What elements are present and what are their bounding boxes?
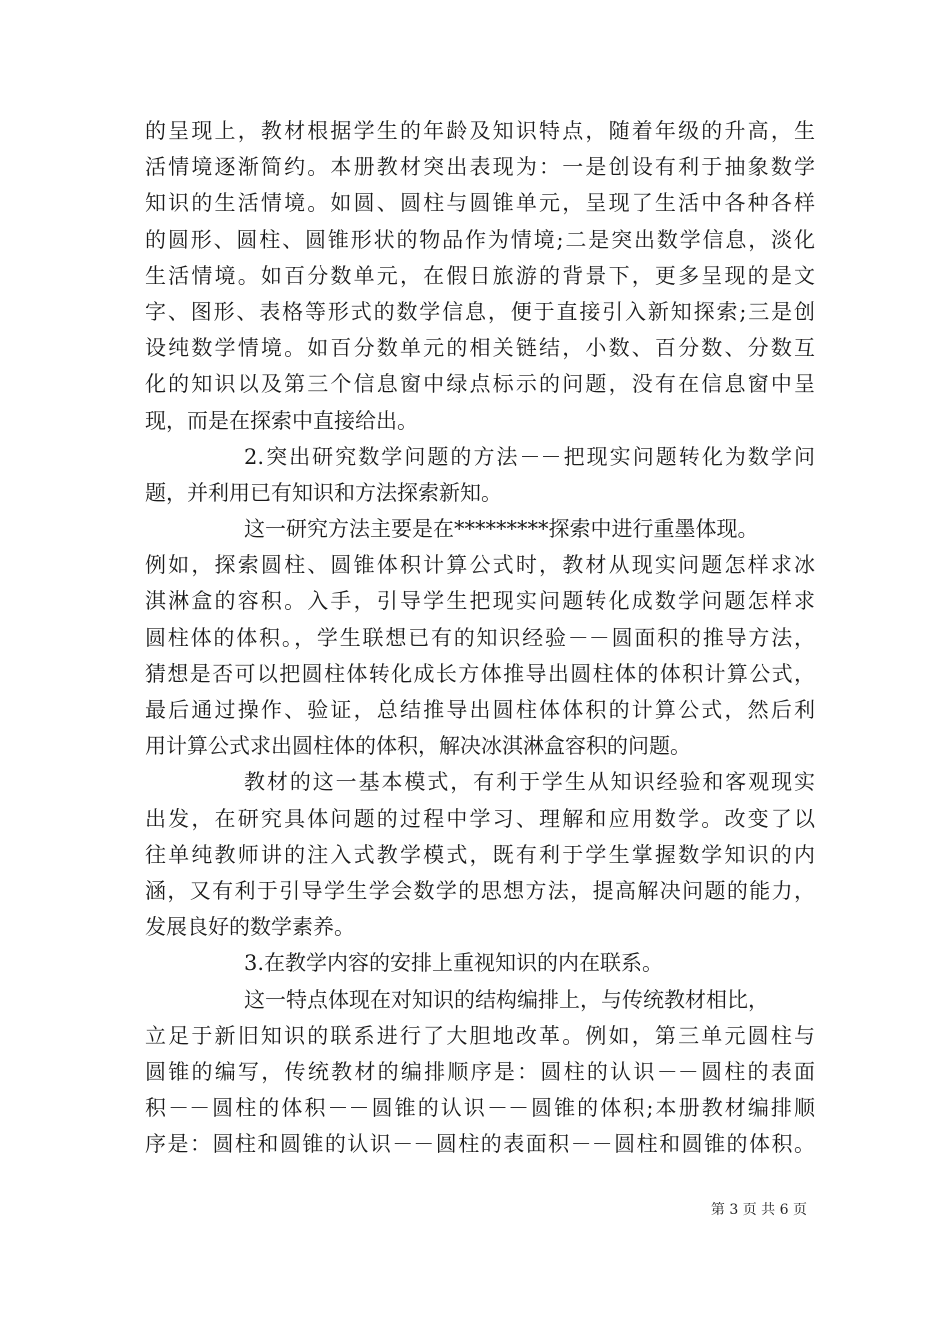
text-line: 淇淋盒的容积。入手，引导学生把现实问题转化成数学问题怎样求 bbox=[145, 589, 815, 614]
text-line: 积－－圆柱的体积－－圆锥的认识－－圆锥的体积;本册教材编排顺 bbox=[145, 1096, 815, 1121]
text-line: 发展良好的数学素养。 bbox=[145, 915, 355, 940]
section-heading-3: 3.在教学内容的安排上重视知识的内在联系。 bbox=[244, 951, 664, 976]
text-line: 出发，在研究具体问题的过程中学习、理解和应用数学。改变了以 bbox=[145, 806, 815, 831]
text-line: 生活情境。如百分数单元，在假日旅游的背景下，更多呈现的是文 bbox=[145, 263, 815, 288]
paragraph-first-line: 这一研究方法主要是在*********探索中进行重墨体现。 bbox=[244, 517, 759, 542]
text-line: 化的知识以及第三个信息窗中绿点标示的问题，没有在信息窗中呈 bbox=[145, 372, 815, 397]
document-body bbox=[145, 113, 815, 1162]
paragraph-first-line: 这一特点体现在对知识的结构编排上，与传统教材相比， bbox=[244, 987, 769, 1012]
text-line: 猜想是否可以把圆柱体转化成长方体推导出圆柱体的体积计算公式， bbox=[145, 661, 815, 686]
text-line: 现，而是在探索中直接给出。 bbox=[145, 408, 418, 433]
page-number: 第 3 页 共 6 页 bbox=[710, 1202, 807, 1218]
text-line: 往单纯教师讲的注入式教学模式，既有利于学生掌握数学知识的内 bbox=[145, 842, 815, 867]
text-line: 字、图形、表格等形式的数学信息，便于直接引入新知探索;三是创 bbox=[145, 299, 815, 324]
text-line: 圆锥的编写，传统教材的编排顺序是：圆柱的认识－－圆柱的表面 bbox=[145, 1059, 815, 1084]
text-line: 知识的生活情境。如圆、圆柱与圆锥单元，呈现了生活中各种各样 bbox=[145, 191, 815, 216]
section-heading-2: 2.突出研究数学问题的方法－－把现实问题转化为数学问 bbox=[244, 444, 815, 469]
text-line: 例如，探索圆柱、圆锥体积计算公式时，教材从现实问题怎样求冰 bbox=[145, 553, 815, 578]
text-line: 的呈现上，教材根据学生的年龄及知识特点，随着年级的升高，生 bbox=[145, 119, 815, 143]
text-line: 题，并利用已有知识和方法探索新知。 bbox=[145, 480, 502, 505]
text-line: 的圆形、圆柱、圆锥形状的物品作为情境;二是突出数学信息，淡化 bbox=[145, 227, 815, 252]
text-line: 最后通过操作、验证，总结推导出圆柱体体积的计算公式，然后利 bbox=[145, 698, 815, 722]
text-line: 设纯数学情境。如百分数单元的相关链结，小数、百分数、分数互 bbox=[145, 336, 815, 361]
text-line: 序是：圆柱和圆锥的认识－－圆柱的表面积－－圆柱和圆锥的体积。 bbox=[145, 1132, 815, 1157]
text-line: 涵，又有利于引导学生学会数学的思想方法，提高解决问题的能力， bbox=[145, 878, 815, 903]
paragraph-first-line: 教材的这一基本模式，有利于学生从知识经验和客观现实 bbox=[244, 770, 815, 795]
text-line: 圆柱体的体积。，学生联想已有的知识经验－－圆面积的推导方法， bbox=[145, 625, 815, 650]
text-line: 用计算公式求出圆柱体的体积，解决冰淇淋盒容积的问题。 bbox=[145, 734, 691, 759]
text-line: 活情境逐渐简约。本册教材突出表现为：一是创设有利于抽象数学 bbox=[145, 155, 815, 180]
text-line: 立足于新旧知识的联系进行了大胆地改革。例如，第三单元圆柱与 bbox=[145, 1023, 815, 1048]
